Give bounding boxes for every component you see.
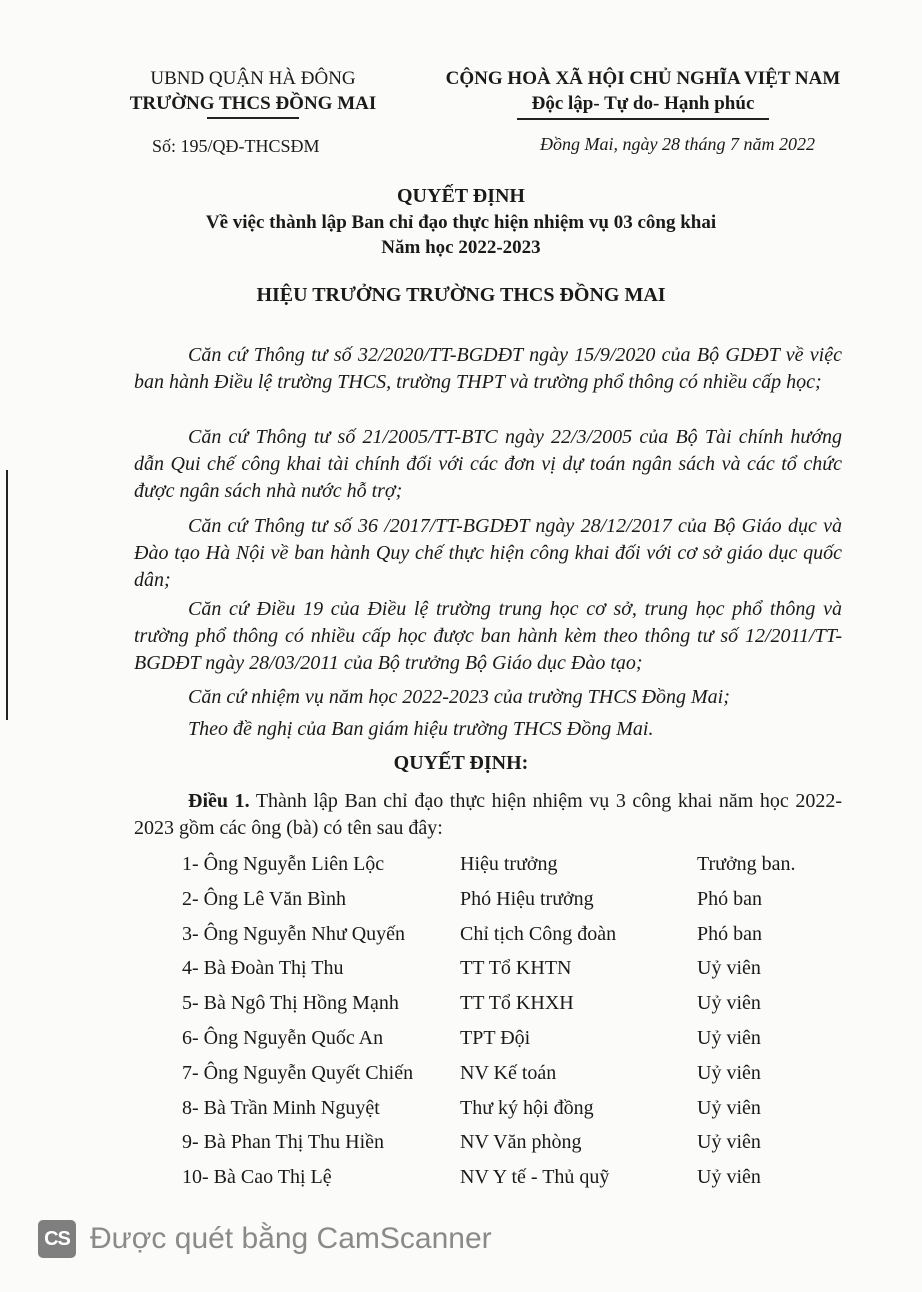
member-name: 9- Bà Phan Thị Thu Hiền [182, 1131, 385, 1154]
issuer-header [108, 66, 398, 119]
member-name: 5- Bà Ngô Thị Hồng Mạnh [182, 992, 399, 1015]
member-role: TT Tổ KHXH [460, 992, 574, 1015]
article-1-text: Thành lập Ban chỉ đạo thực hiện nhiệm vụ 3 công khai năm học 2022-2023 gồm các ông (bà) có tên sau đây: [134, 790, 843, 839]
title-school-year: Năm học 2022-2023 [381, 237, 541, 258]
member-name: 2- Ông Lê Văn Bình [182, 887, 347, 910]
member-position: Uỷ viên [697, 1061, 761, 1084]
member-position: Trưởng ban. [697, 853, 796, 875]
member-role: Thư ký hội đồng [460, 1096, 594, 1119]
member-position: Uỷ viên [697, 1131, 761, 1154]
basis-paragraph-1: Căn cứ Thông tư số 32/2020/TT-BGDĐT ngày 15/9/2020 của Bộ GDĐT về việc ban hành Điều lệ trường THCS, trường THPT và trường phổ thông có nhiều cấp học; [134, 344, 842, 393]
member-role: TPT Đội [460, 1026, 531, 1049]
member-row [182, 1097, 842, 1132]
basis-paragraph-4: Căn cứ Điều 19 của Điều lệ trường trung học cơ sở, trung học phổ thông và trường phổ thông có nhiều cấp học được ban hành kèm theo thông tư số 12/2011/TT-BGDĐT ngày 28/03/2011 của Bộ trưởng Bộ Giáo dục Đào tạo; [134, 598, 842, 674]
school-underline [207, 117, 299, 119]
member-name: 6- Ông Nguyễn Quốc An [182, 1026, 384, 1049]
member-role: Chỉ tịch Công đoàn [460, 922, 617, 945]
national-header [418, 66, 868, 120]
member-position: Phó ban [697, 922, 762, 945]
member-name: 4- Bà Đoàn Thị Thu [182, 957, 344, 980]
member-name: 7- Ông Nguyễn Quyết Chiến [182, 1061, 414, 1084]
member-row [182, 888, 842, 923]
member-position: Uỷ viên [697, 957, 761, 980]
member-row [182, 957, 842, 992]
camscanner-logo-icon: CS [38, 1220, 76, 1258]
basis-paragraph-2: Căn cứ Thông tư số 21/2005/TT-BTC ngày 22/3/2005 của Bộ Tài chính hướng dẫn Qui chế công khai tài chính đối với các đơn vị dự toán ngân sách và các tổ chức được ngân sách nhà nước hỗ trợ; [134, 426, 842, 502]
member-name: 3- Ông Nguyễn Như Quyến [182, 922, 406, 945]
scan-edge-line [6, 470, 8, 720]
national-motto: Độc lập- Tự do- Hạnh phúc [531, 93, 755, 114]
title-subject: Về việc thành lập Ban chỉ đạo thực hiện nhiệm vụ 03 công khai [205, 212, 717, 233]
watermark-text: Được quét bằng CamScanner [90, 1222, 492, 1255]
member-position: Uỷ viên [697, 992, 761, 1015]
member-position: Uỷ viên [697, 1166, 761, 1189]
member-role: NV Văn phòng [460, 1131, 582, 1154]
member-role: Hiệu trưởng [460, 853, 558, 875]
basis-paragraph-6: Theo đề nghị của Ban giám hiệu trường THCS Đồng Mai. [188, 718, 654, 740]
member-position: Phó ban [697, 887, 762, 910]
member-role: NV Y tế - Thủ quỹ [460, 1166, 610, 1189]
member-row [182, 1062, 842, 1097]
member-name: 1- Ông Nguyễn Liên Lộc [182, 853, 385, 875]
decision-heading: QUYẾT ĐỊNH: [393, 752, 529, 774]
member-role: NV Kế toán [460, 1061, 557, 1084]
basis-paragraph-3: Căn cứ Thông tư số 36 /2017/TT-BGDĐT ngày 28/12/2017 của Bộ Giáo dục và Đào tạo Hà Nội về ban hành Quy chế thực hiện công khai đối với cơ sở giáo dục quốc dân; [134, 515, 842, 591]
document-number: Số: 195/QĐ-THCSĐM [152, 136, 320, 156]
document-title [0, 183, 922, 260]
member-row [182, 853, 842, 888]
issuing-authority: HIỆU TRƯỞNG TRƯỜNG THCS ĐỒNG MAI [256, 284, 666, 306]
member-row [182, 1027, 842, 1062]
member-role: Phó Hiệu trưởng [460, 887, 594, 910]
member-row [182, 1131, 842, 1166]
member-row [182, 923, 842, 958]
article-1 [134, 788, 842, 842]
motto-underline [517, 118, 769, 120]
member-position: Uỷ viên [697, 1096, 761, 1119]
district-name: UBND QUẬN HÀ ĐÔNG [150, 68, 356, 89]
member-row [182, 1166, 842, 1201]
camscanner-watermark [38, 1219, 492, 1259]
title-decision: QUYẾT ĐỊNH [397, 185, 525, 207]
country-name: CỘNG HOÀ XÃ HỘI CHỦ NGHĨA VIỆT NAM [445, 68, 841, 89]
article-1-label: Điều 1. [188, 790, 250, 812]
member-list [182, 853, 842, 1201]
basis-paragraph-5: Căn cứ nhiệm vụ năm học 2022-2023 của trường THCS Đồng Mai; [188, 686, 730, 708]
member-name: 10- Bà Cao Thị Lệ [182, 1166, 332, 1189]
school-name: TRƯỜNG THCS ĐỒNG MAI [129, 93, 377, 114]
member-role: TT Tổ KHTN [460, 957, 572, 980]
member-row [182, 992, 842, 1027]
member-position: Uỷ viên [697, 1026, 761, 1049]
member-name: 8- Bà Trần Minh Nguyệt [182, 1096, 380, 1119]
document-date: Đồng Mai, ngày 28 tháng 7 năm 2022 [540, 134, 815, 154]
